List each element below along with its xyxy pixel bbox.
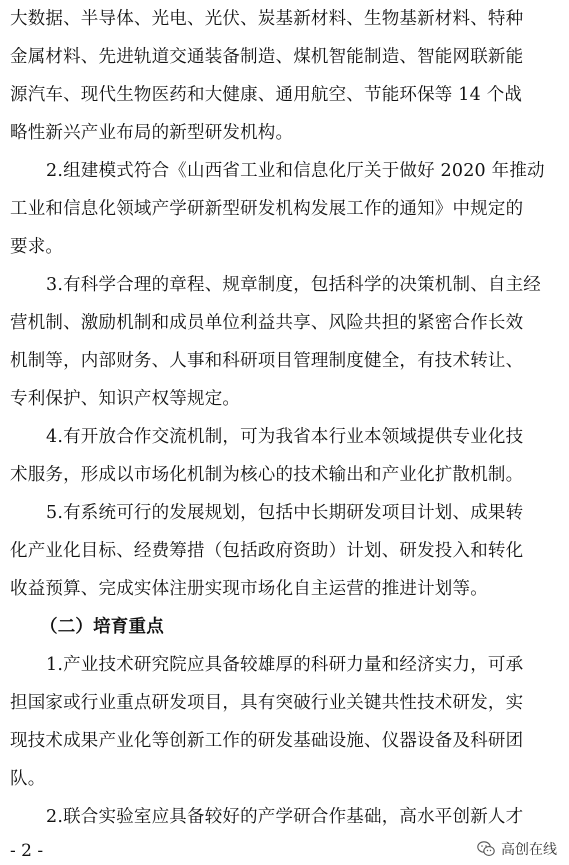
body-line: 源汽车、现代生物医药和大健康、通用航空、节能环保等 14 个战	[10, 85, 523, 105]
focus-1-line: 1.产业技术研究院应具备较雄厚的科研力量和经济实力，可承	[46, 655, 524, 675]
body-line: 大数据、半导体、光电、光伏、炭基新材料、生物基新材料、特种	[10, 9, 524, 29]
body-line: 工业和信息化领域产学研新型研发机构发展工作的通知》中规定的	[10, 199, 524, 219]
watermark	[477, 838, 557, 860]
body-line: 要求。	[10, 237, 64, 257]
body-line: 担国家或行业重点研发项目，具有突破行业关键共性技术研发，实	[10, 693, 524, 713]
wechat-icon	[477, 841, 495, 857]
page-number: - 2 -	[10, 841, 44, 861]
watermark-text: 高创在线	[501, 842, 557, 858]
focus-2-line: 2.联合实验室应具备较好的产学研合作基础，高水平创新人才	[46, 807, 524, 827]
body-line: 专利保护、知识产权等规定。	[10, 389, 241, 409]
body-line: 营机制、激励机制和成员单位利益共享、风险共担的紧密合作长效	[10, 313, 524, 333]
body-line: 收益预算、完成实体注册实现市场化自主运营的推进计划等。	[10, 579, 488, 599]
body-line: 队。	[10, 769, 46, 789]
clause-4-line: 4.有开放合作交流机制，可为我省本行业本领域提供专业化技	[46, 427, 524, 447]
body-line: 机制等，内部财务、人事和科研项目管理制度健全，有技术转让、	[10, 351, 524, 371]
body-line: 略性新兴产业布局的新型研发机构。	[10, 123, 294, 143]
body-line: 化产业化目标、经费筹措（包括政府资助）计划、研发投入和转化	[10, 541, 524, 561]
section-heading: （二）培育重点	[40, 617, 164, 637]
body-line: 现技术成果产业化等创新工作的研发基础设施、仪器设备及科研团	[10, 731, 524, 751]
clause-5-line: 5.有系统可行的发展规划，包括中长期研发项目计划、成果转	[46, 503, 524, 523]
body-line: 金属材料、先进轨道交通装备制造、煤机智能制造、智能网联新能	[10, 47, 524, 67]
body-line: 术服务，形成以市场化机制为核心的技术输出和产业化扩散机制。	[10, 465, 524, 485]
clause-3-line: 3.有科学合理的章程、规章制度，包括科学的决策机制、自主经	[46, 275, 541, 295]
clause-2-line: 2.组建模式符合《山西省工业和信息化厅关于做好 2020 年推动	[46, 161, 545, 181]
